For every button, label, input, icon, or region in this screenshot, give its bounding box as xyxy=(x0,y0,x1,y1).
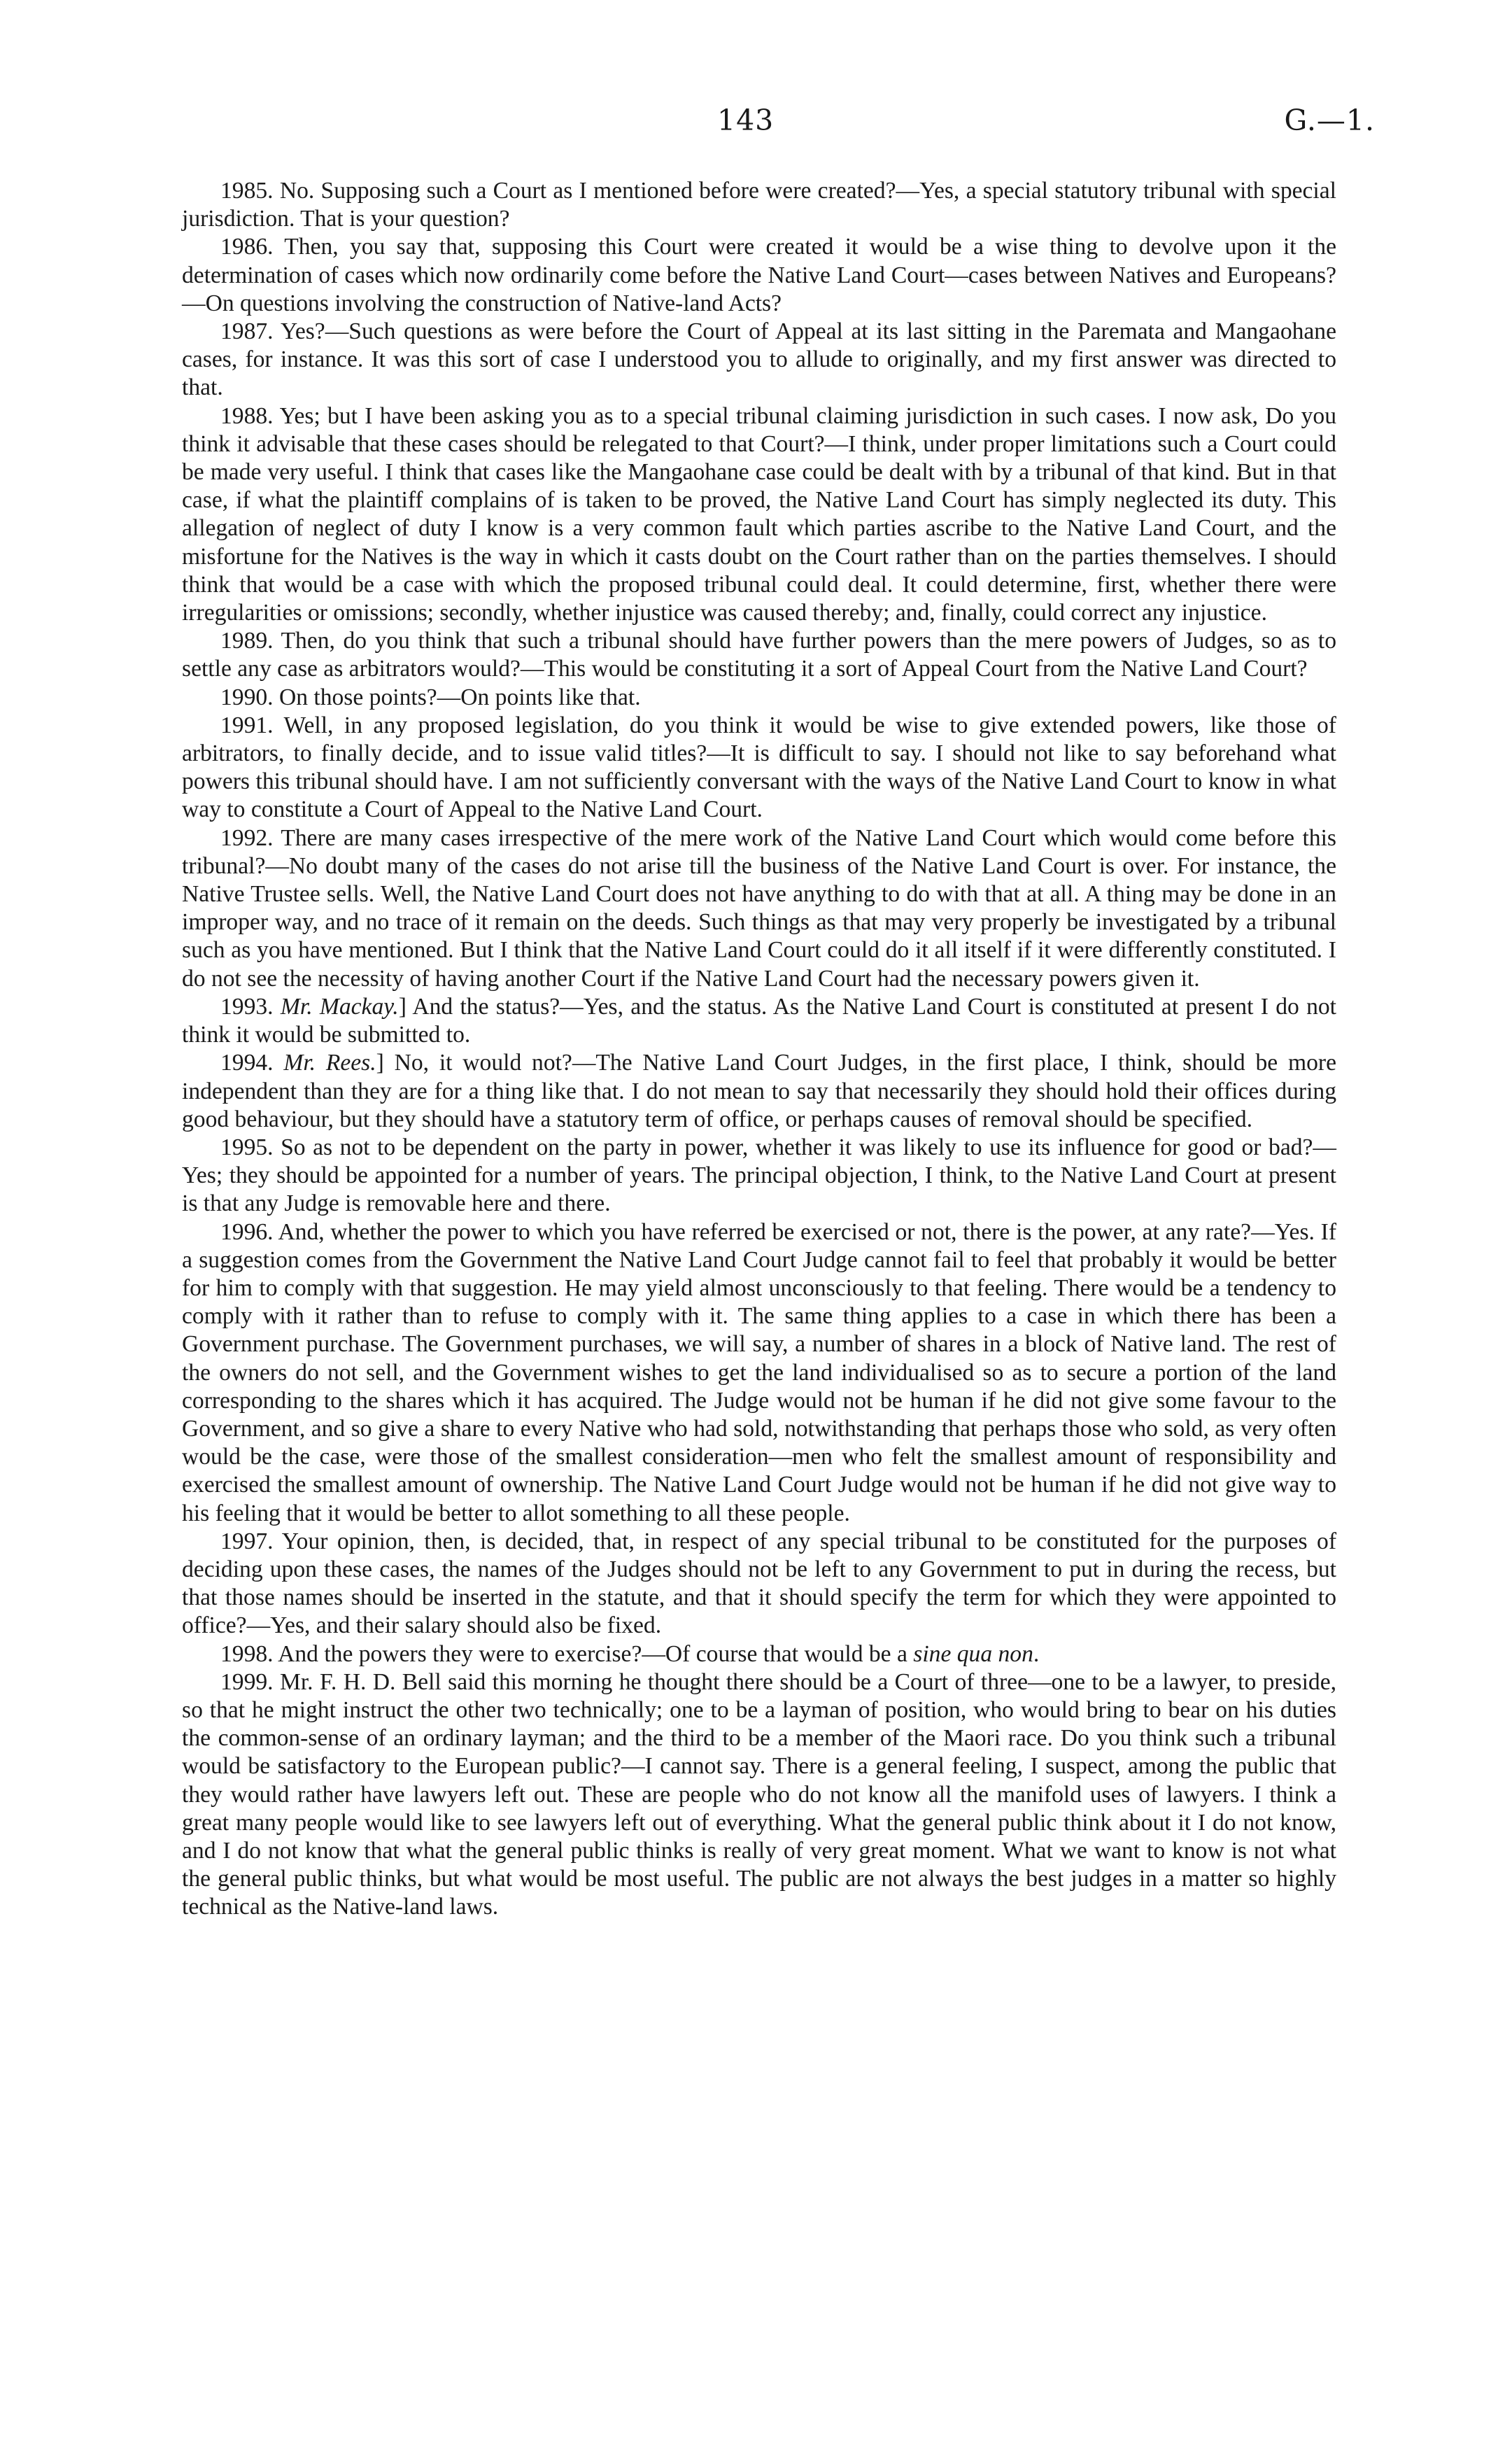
paragraph xyxy=(182,1640,1336,1668)
paragraph xyxy=(182,177,1336,233)
question-number: 1992. xyxy=(220,824,274,851)
paragraph-text: There are many cases irrespective of the mere work of the Native Land Court which would come before this tribunal?—No doubt many of the cases do not arise till the business of the Native Land Court is over. For instance, the Native Trustee sells. Well, the Native Land Court does not have anything to do with that at all. A thing may be done in an improper way, and no trace of it remain on the deeds. Such things as that may very properly be investigated by a tribunal such as you have mentioned. But I think that the Native Land Court could do it all itself if it were differently constituted. I do not see the necessity of having another Court if the Native Land Court had the necessary powers given it. xyxy=(182,824,1336,992)
document-body xyxy=(182,177,1336,1922)
question-number: 1998. xyxy=(220,1640,274,1667)
paragraph-text: Your opinion, then, is decided, that, in respect of any special tribunal to be constituted for the purposes of deciding upon these cases, the names of the Judges should not be left to any Government to put in during the recess, but that those names should be inserted in the statute, and that it should specify the term for which they were appointed to office?—Yes, and their salary should also be fixed. xyxy=(182,1528,1337,1639)
question-number: 1988. xyxy=(220,402,274,429)
paragraph-text: Then, you say that, supposing this Court were created it would be a wise thing to devolve upon it the determination of cases which now ordinarily come before the Native Land Court—cases between Natives and Europeans?—On questions involving the construction of Native-land Acts? xyxy=(182,234,1336,316)
question-number: 1996. xyxy=(220,1218,274,1245)
speaker-name: Mr. Rees. xyxy=(283,1050,376,1076)
document-reference: G.—1. xyxy=(1284,104,1375,137)
page-header xyxy=(0,104,1512,146)
paragraph-text: Yes?—Such questions as were before the Court of Appeal at its last sitting in the Paremata and Mangaohane cases, for instance. It was this sort of case I understood you to allude to originally, and my first answer was directed to that. xyxy=(182,318,1336,401)
paragraph xyxy=(182,233,1336,318)
question-number: 1995. xyxy=(220,1134,274,1160)
paragraph-text: ] No, it would not?—The Native Land Court Judges, in the first place, I think, should be more independent than they are for a thing like that. I do not mean to say that necessarily they should hold their offices during good behaviour, but they should have a statutory term of office, or perhaps causes of removal should be specified. xyxy=(182,1050,1336,1132)
question-number: 1993. xyxy=(220,993,274,1020)
paragraph-text: Mr. F. H. D. Bell said this morning he thought there should be a Court of three—one to be a lawyer, to preside, so that he might instruct the other two technically; one to be a layman of position, who would bring to bear on his duties the common-sense of an ordinary layman; and the third to be a member of the Maori race. Do you think such a tribunal would be satisfactory to the European public?—I cannot say. There is a general feeling, I suspect, among the public that they would rather have lawyers left out. These are people who do not know all the manifold uses of lawyers. I think a great many people would like to see lawyers left out of everything. What the general public think about it I do not know, and I do not know that what the general public thinks is really of very great moment. What we want to know is not what the general public thinks, but what would be most useful. The public are not always the best judges in a matter so highly technical as the Native-land laws. xyxy=(182,1668,1336,1920)
question-number: 1994. xyxy=(220,1050,274,1076)
paragraph-text: Yes; but I have been asking you as to a special tribunal claiming jurisdiction in such cases. I now ask, Do you think it advisable that these cases should be relegated to that Court?—I think, under proper limitations such a Court could be made very useful. I think that cases like the Mangaohane case could be dealt with by a tribunal of that kind. But in that case, if what the plaintiff complains of is taken to be proved, the Native Land Court has simply neglected its duty. This allegation of neglect of duty I know is a very common fault which parties ascribe to the Native Land Court, and the misfortune for the Natives is the way in which it casts doubt on the Court rather than on the parties themselves. I should think that would be a case with which the proposed tribunal could deal. It could determine, first, whether there were irregularities or omissions; secondly, whether injustice was caused thereby; and, finally, could correct any injustice. xyxy=(182,402,1336,626)
paragraph-text: And, whether the power to which you have referred be exercised or not, there is the power, at any rate?—Yes. If a suggestion comes from the Government the Native Land Court Judge cannot fail to feel that probably it would be better for him to comply with that suggestion. He may yield almost unconsciously to that feeling. There would be a tendency to comply with it rather than to refuse to comply with it. The same thing applies to a case in which there has been a Government purchase. The Government purchases, we will say, a number of shares in a block of Native land. The rest of the owners do not sell, and the Government wishes to get the land individualised so as to secure a portion of the land corresponding to the shares which it has acquired. The Judge would not be human if he did not give some favour to the Government, and so give a share to every Native who had sold, notwithstanding that perhaps those who sold, as very often would be the case, were those of the smallest consideration—men who felt the smallest amount of responsibility and exercised the smallest amount of ownership. The Native Land Court Judge would not be human if he did not give way to his feeling that it would be better to allot something to all these people. xyxy=(182,1218,1337,1526)
paragraph-text: On those points?—On points like that. xyxy=(278,684,641,710)
paragraph-text-end: . xyxy=(1033,1640,1040,1667)
paragraph xyxy=(182,1049,1336,1134)
paragraph-text: And the powers they were to exercise?—Of course that would be a xyxy=(278,1640,914,1667)
paragraph xyxy=(182,1134,1336,1218)
paragraph xyxy=(182,318,1336,402)
paragraph xyxy=(182,1668,1336,1922)
page-number: 143 xyxy=(717,104,775,137)
question-number: 1986. xyxy=(220,234,274,260)
paragraph xyxy=(182,993,1336,1049)
paragraph-text: So as not to be dependent on the party in power, whether it was likely to use its influence for good or bad?—Yes; they should be appointed for a number of years. The principal objection, I think, to the Native Land Court at present is that any Judge is removable here and there. xyxy=(182,1134,1336,1217)
paragraph-text: No. Supposing such a Court as I mentioned before were created?—Yes, a special statutory tribunal with special jurisdiction. That is your question? xyxy=(182,178,1336,232)
paragraph xyxy=(182,712,1336,824)
question-number: 1991. xyxy=(220,712,274,738)
question-number: 1997. xyxy=(220,1528,274,1554)
speaker-name: Mr. Mackay. xyxy=(280,993,399,1020)
paragraph xyxy=(182,684,1336,712)
paragraph-text: Then, do you think that such a tribunal should have further powers than the mere powers of Judges, so as to settle any case as arbitrators would?—This would be constituting it a sort of Appeal Court from the Native Land Court? xyxy=(182,628,1336,682)
paragraph-text: Well, in any proposed legislation, do you think it would be wise to give extended powers, like those of arbitrators, to finally decide, and to issue valid titles?—It is difficult to say. I should not like to say beforehand what powers this tribunal should have. I am not sufficiently conversant with the ways of the Native Land Court to know in what way to constitute a Court of Appeal to the Native Land Court. xyxy=(182,712,1336,823)
paragraph xyxy=(182,402,1336,628)
question-number: 1999. xyxy=(220,1668,274,1695)
paragraph-text: ] And the status?—Yes, and the status. As the Native Land Court is constituted at present I do not think it would be submitted to. xyxy=(182,993,1336,1048)
latin-phrase: sine qua non xyxy=(913,1640,1033,1667)
question-number: 1989. xyxy=(220,628,274,654)
question-number: 1987. xyxy=(220,318,274,345)
paragraph xyxy=(182,627,1336,683)
question-number: 1990. xyxy=(220,684,274,710)
question-number: 1985. xyxy=(220,178,274,204)
paragraph xyxy=(182,1528,1336,1640)
paragraph xyxy=(182,1218,1336,1528)
paragraph xyxy=(182,824,1336,993)
